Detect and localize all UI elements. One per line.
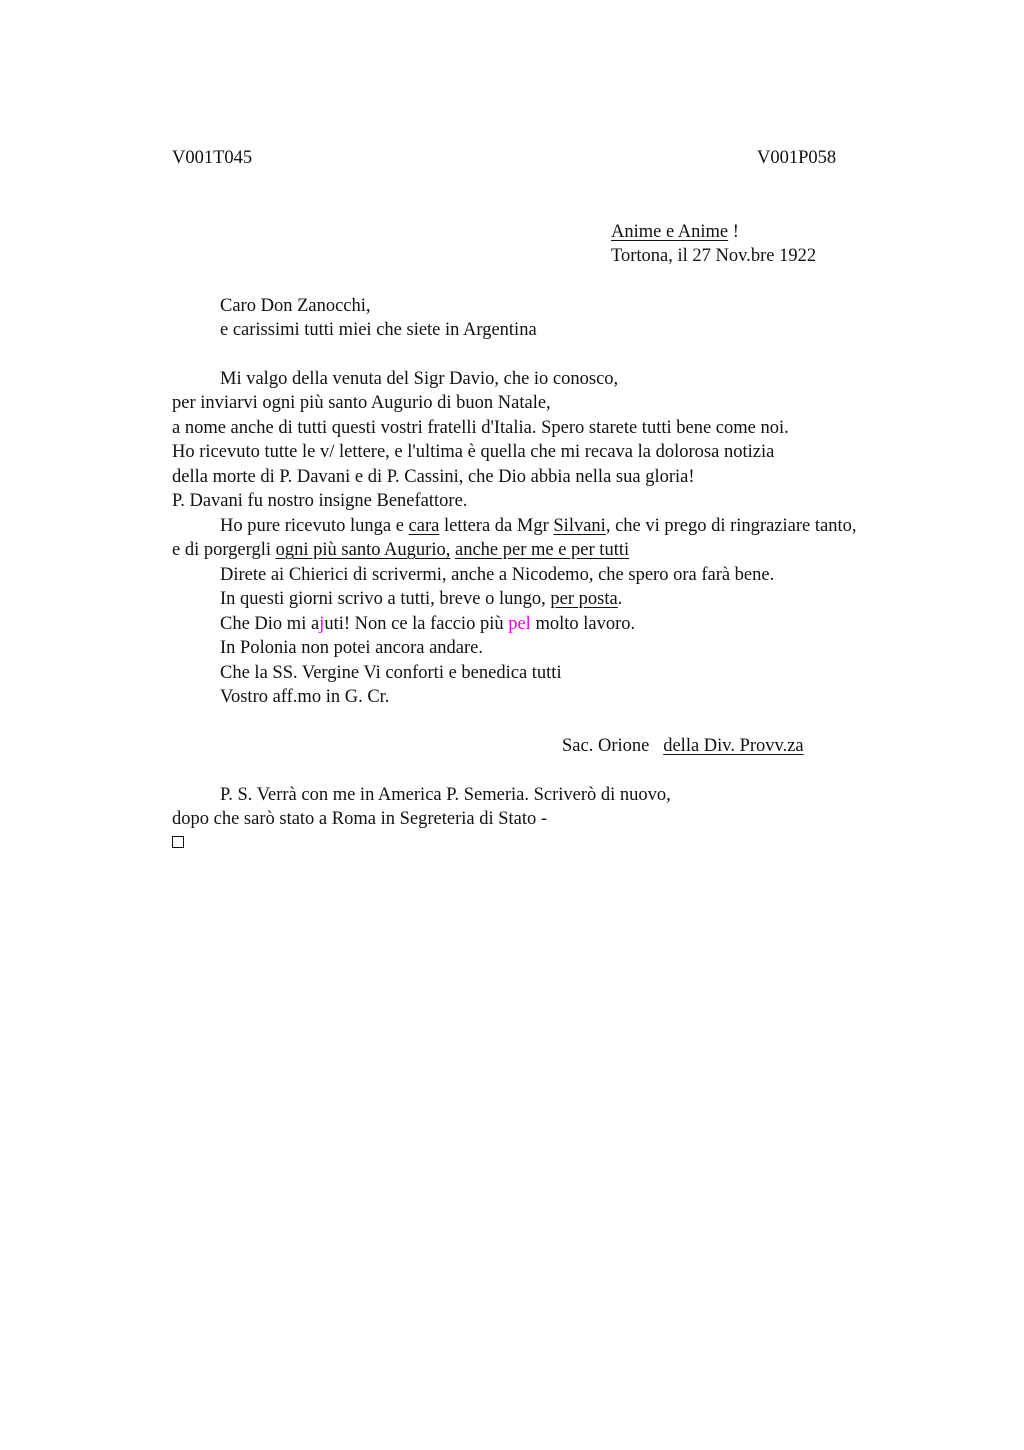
signature — [562, 734, 804, 758]
body-line-8-part-b: ogni più santo Augurio, — [275, 540, 451, 560]
body-line-7-part-e: , che vi prego di ringraziare tanto, — [605, 516, 857, 536]
body-line-8-part-a: e di porgergli — [172, 540, 276, 560]
body-line-8 — [172, 538, 629, 562]
body-line-7-part-d: Silvani — [553, 516, 606, 536]
body-line-7-part-c: lettera da Mgr — [439, 516, 554, 536]
body-line-3: a nome anche di tutti questi vostri fratelli d'Italia. Spero starete tutti bene come noi. — [172, 418, 789, 438]
header-left-code: V001T045 — [172, 148, 253, 168]
body-line-10 — [220, 587, 622, 611]
body-line-6: P. Davani fu nostro insigne Benefattore. — [172, 491, 468, 511]
header-right-code: V001P058 — [757, 148, 837, 168]
signature-name: Sac. Orione — [562, 736, 664, 756]
salutation-line-2: e carissimi tutti miei che siete in Argentina — [220, 320, 537, 340]
heading-motto — [611, 220, 739, 244]
body-line-11-part-c: uti! Non ce la faccio più — [324, 614, 509, 634]
motto-suffix: ! — [728, 222, 739, 242]
body-line-7-part-b: cara — [408, 516, 440, 536]
body-line-11-part-e: molto lavoro. — [530, 614, 636, 634]
body-line-10-part-c: . — [617, 589, 623, 609]
postscript-line-1: P. S. Verrà con me in America P. Semeria. Scriverò di nuovo, — [220, 785, 671, 805]
body-line-10-part-b: per posta — [550, 589, 618, 609]
body-line-10-part-a: In questi giorni scrivo a tutti, breve o lungo, — [220, 589, 551, 609]
body-line-11-highlight-pel: pel — [508, 614, 531, 634]
body-line-12: In Polonia non potei ancora andare. — [220, 638, 484, 658]
body-line-9: Direte ai Chierici di scrivermi, anche a Nicodemo, che spero ora farà bene. — [220, 565, 775, 585]
body-line-13: Che la SS. Vergine Vi conforti e benedica tutti — [220, 663, 562, 683]
body-line-11 — [220, 612, 635, 636]
body-line-8-part-d: anche per me e per tutti — [454, 540, 630, 560]
signature-title: della Div. Provv.za — [663, 736, 804, 756]
body-line-2: per inviarvi ogni più santo Augurio di buon Natale, — [172, 393, 551, 413]
salutation-line-1: Caro Don Zanocchi, — [220, 296, 371, 316]
body-line-7 — [220, 514, 856, 538]
body-line-7-part-a: Ho pure ricevuto lunga e — [220, 516, 409, 536]
place-date: Tortona, il 27 Nov.bre 1922 — [611, 246, 817, 266]
body-line-1: Mi valgo della venuta del Sigr Davio, che io conosco, — [220, 369, 619, 389]
body-line-4: Ho ricevuto tutte le v/ lettere, e l'ultima è quella che mi recava la dolorosa notizia — [172, 442, 775, 462]
motto-text: Anime e Anime — [611, 222, 729, 242]
empty-square-icon — [172, 836, 184, 848]
body-line-5: della morte di P. Davani e di P. Cassini, che Dio abbia nella sua gloria! — [172, 467, 695, 487]
postscript-line-2: dopo che sarò stato a Roma in Segreteria di Stato - — [172, 809, 548, 829]
closing-line: Vostro aff.mo in G. Cr. — [220, 687, 390, 707]
body-line-11-highlight-j: j — [319, 614, 325, 634]
body-line-11-part-a: Che Dio mi a — [220, 614, 320, 634]
